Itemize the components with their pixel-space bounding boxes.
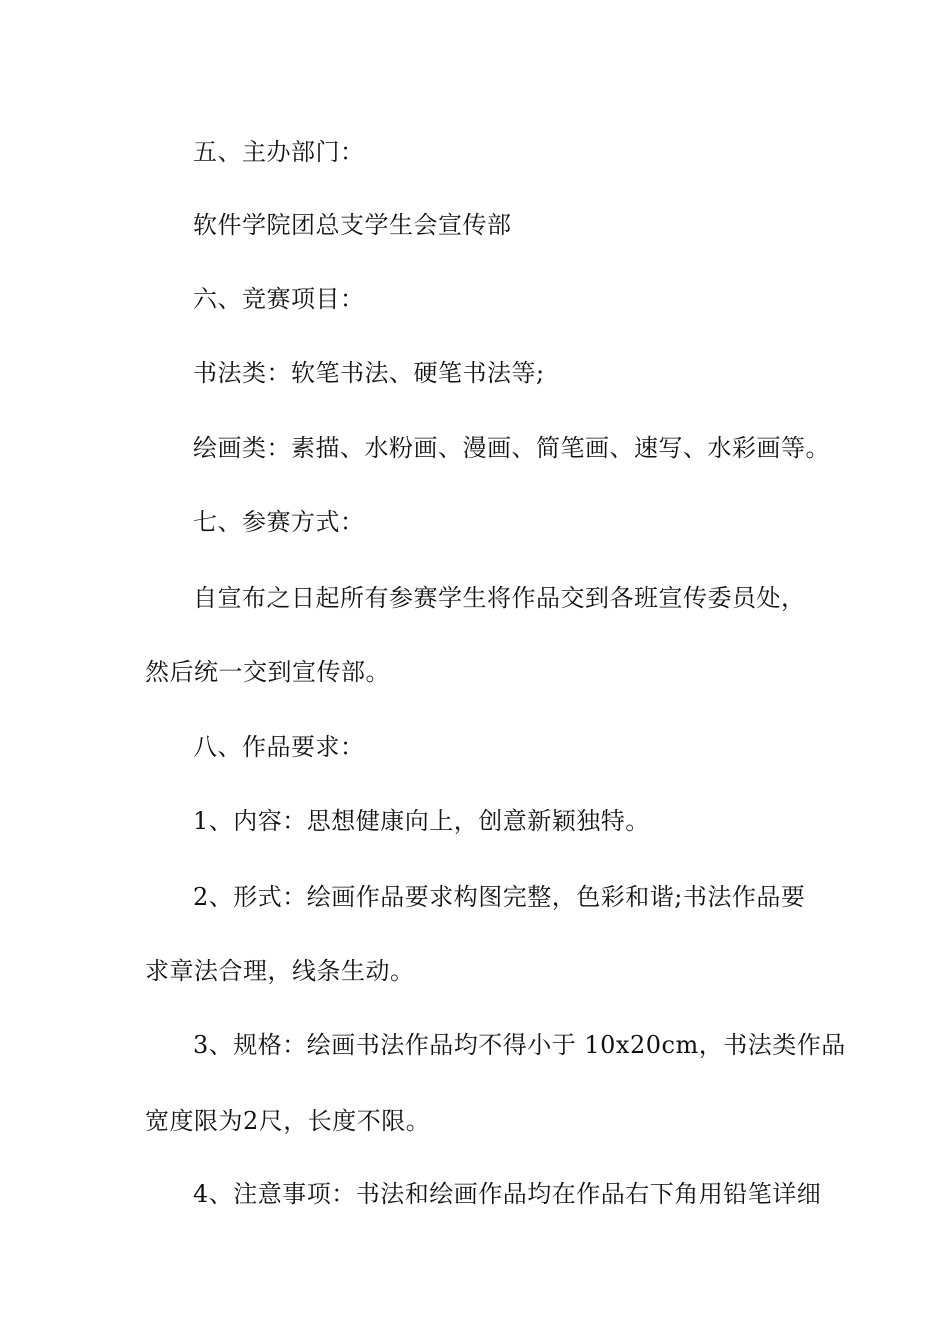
requirement-size-text-line-2: 宽度限为2尺，长度不限。	[145, 1107, 431, 1135]
organizer-text: 软件学院团总支学生会宣传部	[193, 211, 512, 239]
section-heading-competition-items: 六、竞赛项目：	[193, 285, 365, 313]
calligraphy-category-text: 书法类：软笔书法、硬笔书法等;	[193, 359, 545, 387]
requirement-form-text-line-2: 求章法合理，线条生动。	[145, 957, 415, 985]
participation-text-line-1: 自宣布之日起所有参赛学生将作品交到各班宣传委员处，	[193, 584, 806, 612]
section-heading-participation: 七、参赛方式：	[193, 508, 365, 536]
requirement-size-text-line-1: 3、规格：绘画书法作品均不得小于 10x20cm，书法类作品	[193, 1031, 846, 1059]
participation-text-line-2: 然后统一交到宣传部。	[145, 658, 390, 686]
requirement-notes-text-line-1: 4、注意事项：书法和绘画作品均在作品右下角用铅笔详细	[193, 1180, 822, 1208]
requirement-form-text-line-1: 2、形式：绘画作品要求构图完整，色彩和谐;书法作品要	[193, 883, 806, 911]
section-heading-requirements: 八、作品要求：	[193, 733, 365, 761]
painting-category-text: 绘画类：素描、水粉画、漫画、简笔画、速写、水彩画等。	[193, 434, 830, 462]
section-heading-organizer: 五、主办部门：	[193, 138, 365, 166]
requirement-content-text: 1、内容：思想健康向上，创意新颖独特。	[193, 807, 650, 835]
